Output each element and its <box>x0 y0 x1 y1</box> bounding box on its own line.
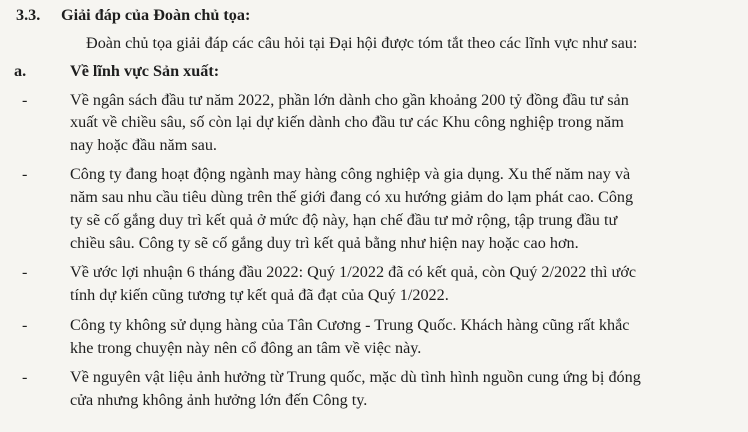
bullet-marker: - <box>22 263 28 281</box>
bullet-marker: - <box>22 368 28 386</box>
subsection-marker: a. <box>14 62 27 80</box>
list-item-line: tính dự kiến cũng tương tự kết quả đã đạt của Quý 1/2022. <box>70 286 449 304</box>
list-item-line: khe trong chuyện này nên cổ đông an tâm về việc này. <box>70 339 422 357</box>
section-intro: Đoàn chủ tọa giải đáp các câu hỏi tại Đại hội được tóm tắt theo các lĩnh vực như sau: <box>86 34 638 52</box>
list-item-line: nay hoặc đầu năm sau. <box>70 136 217 154</box>
list-item-line: xuất về chiều sâu, số còn lại dự kiến dành cho đầu tư các Khu công nghiệp trong năm <box>70 113 624 131</box>
list-item-line: ty sẽ cố gắng duy trì kết quả ở mức độ này, hạn chế đầu tư mở rộng, tập trung đầu tư <box>70 211 618 229</box>
section-number: 3.3. <box>16 6 41 24</box>
subsection-title: Về lĩnh vực Sản xuất: <box>70 62 220 80</box>
list-item-line: Về ước lợi nhuận 6 tháng đầu 2022: Quý 1/2022 đã có kết quả, còn Quý 2/2022 thì ước <box>70 263 637 281</box>
list-item-line: cửa nhưng không ảnh hưởng lớn đến Công ty. <box>70 391 368 409</box>
bullet-marker: - <box>22 165 28 183</box>
bullet-marker: - <box>22 316 28 334</box>
section-title: Giải đáp của Đoàn chủ tọa: <box>61 6 251 24</box>
list-item-line: Về nguyên vật liệu ảnh hưởng từ Trung quốc, mặc dù tình hình nguồn cung ứng bị đóng <box>70 368 641 386</box>
list-item-line: chiều sâu. Công ty sẽ cố gắng duy trì kết quả bằng như hiện nay hoặc cao hơn. <box>70 234 579 252</box>
list-item-line: Về ngân sách đầu tư năm 2022, phần lớn dành cho gần khoảng 200 tỷ đồng đầu tư sản <box>70 91 629 109</box>
list-item-line: Công ty không sử dụng hàng của Tân Cương - Trung Quốc. Khách hàng cũng rất khắc <box>70 316 630 334</box>
list-item-line: năm sau nhu cầu tiêu dùng trên thế giới đang có xu hướng giảm do lạm phát cao. Công <box>70 188 634 206</box>
bullet-marker: - <box>22 91 28 109</box>
list-item-line: Công ty đang hoạt động ngành may hàng công nghiệp và gia dụng. Xu thế năm nay và <box>70 165 631 183</box>
